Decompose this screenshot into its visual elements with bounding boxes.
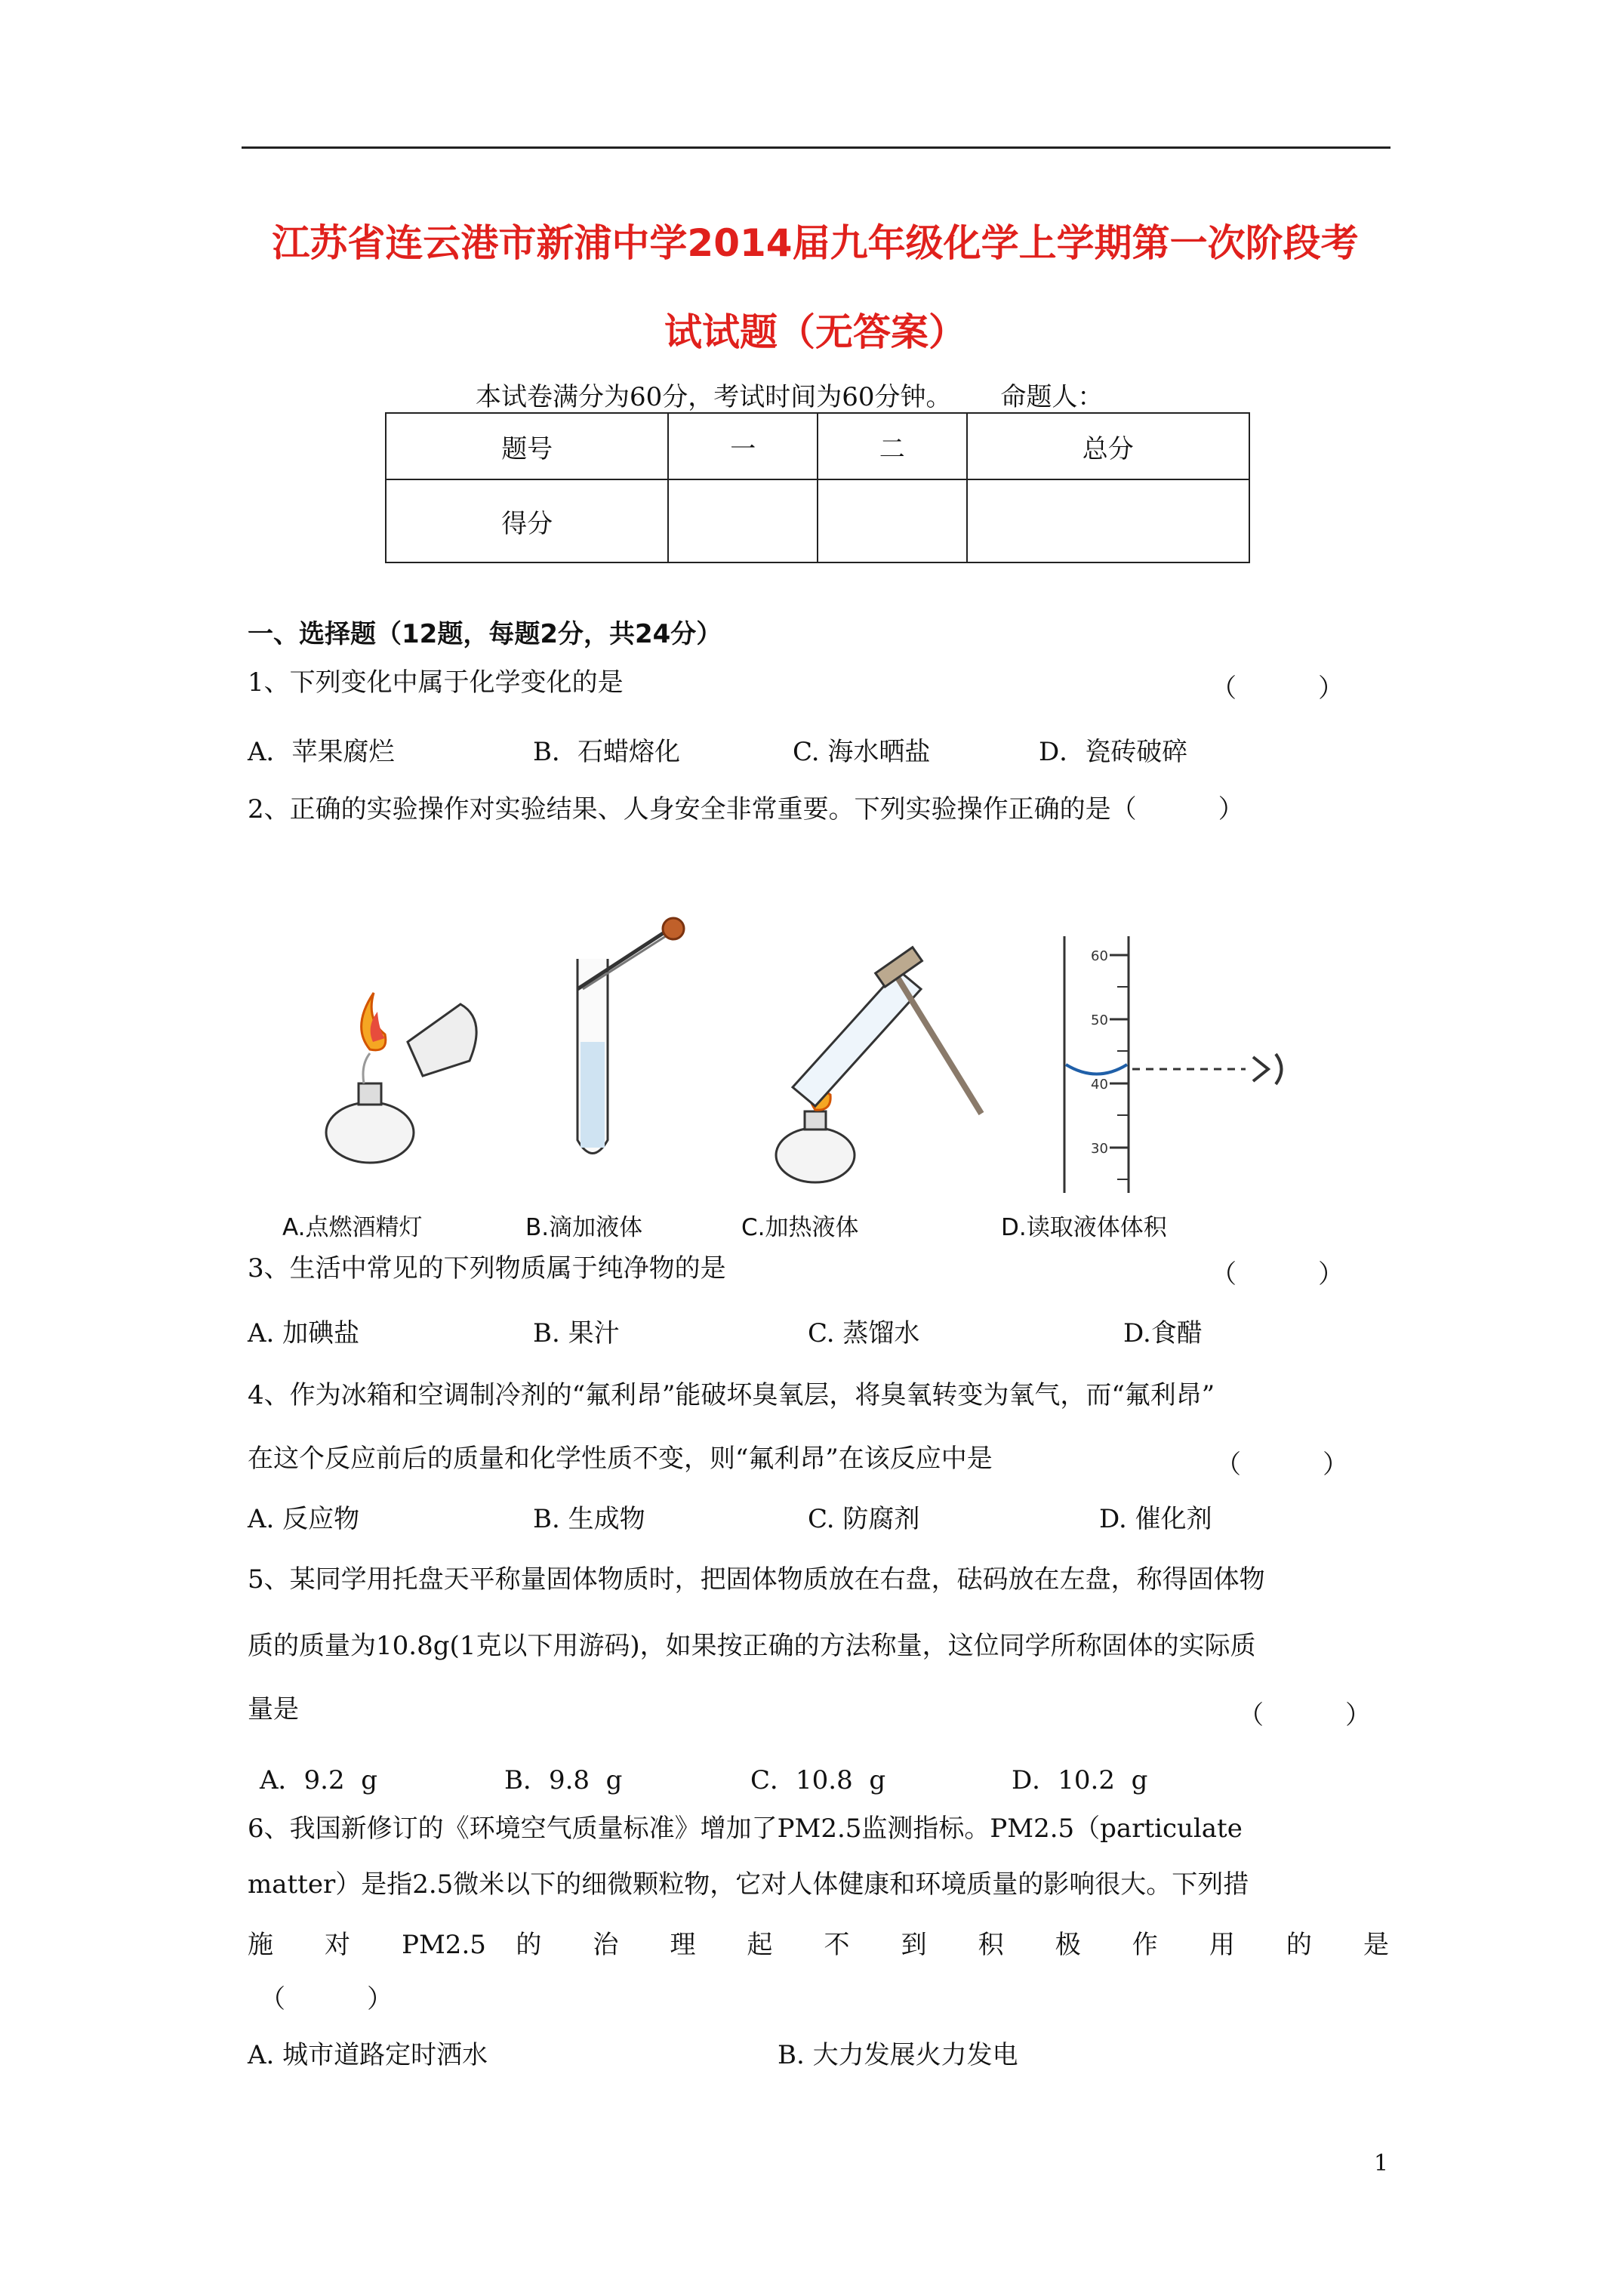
question-4-stem-line2: 在这个反应前后的质量和化学性质不变，则“氟利昂”在该反应中是 [248,1444,993,1474]
question-2-stem: 2、正确的实验操作对实验结果、人身安全非常重要。下列实验操作正确的是（ ） [248,794,1244,824]
question-3-option-c: C. 蒸馏水 [808,1318,920,1348]
scale-tick-label: 30 [1091,1141,1108,1157]
score-header-cell: 一 [668,413,818,479]
question-5-stem-line1: 5、某同学用托盘天平称量固体物质时，把固体物质放在右盘，砝码放在左盘，称得固体物 [248,1564,1265,1595]
scale-tick-label: 50 [1091,1012,1108,1028]
question-6-option-a: A. 城市道路定时洒水 [248,2040,488,2070]
score-table-score-row [386,479,1249,562]
score-cell-empty[interactable] [967,479,1249,562]
section-heading: 一、选择题（12题，每题2分，共24分） [248,619,722,649]
figure-label-c: C.加热液体 [741,1214,859,1241]
question-1-option-c: C. 海水晒盐 [793,737,931,767]
score-header-cell: 二 [818,413,967,479]
question-4-option-a: A. 反应物 [248,1504,360,1534]
question-3-answer-paren[interactable]: （ ） [1211,1259,1344,1290]
exam-title-line2: 试试题（无答案） [664,310,966,354]
figure-label-b: B.滴加液体 [525,1214,643,1241]
question-4-option-b: B. 生成物 [533,1504,645,1534]
question-5-stem-line2: 质的质量为10.8g(1克以下用游码)，如果按正确的方法称量，这位同学所称固体的实际质 [248,1631,1256,1661]
question-4-answer-paren[interactable]: （ ） [1215,1450,1349,1480]
question-1-answer-paren[interactable]: （ ） [1211,673,1344,704]
question-5-answer-paren[interactable]: （ ） [1238,1700,1372,1730]
question-6-answer-paren[interactable]: （ ） [260,1984,393,2014]
heating-liquid-icon [776,948,981,1182]
question-5-option-a: A．9.2 g [260,1765,378,1795]
dropper-test-tube-icon [577,918,684,1154]
question-3-option-d: D.食醋 [1123,1318,1203,1348]
score-header-cell: 总分 [967,413,1249,479]
scale-tick-label: 60 [1091,948,1108,964]
question-6-stem-line2: matter）是指2.5微米以下的细微颗粒物，它对人体健康和环境质量的影响很大。下列措 [248,1869,1249,1900]
question-5-stem-line3: 量是 [248,1694,299,1724]
page-number: 1 [1374,2150,1389,2177]
question-4-stem-line1: 4、作为冰箱和空调制冷剂的“氟利昂”能破坏臭氧层，将臭氧转变为氧气，而“氟利昂” [248,1380,1215,1410]
score-table [385,412,1250,563]
question-3-option-a: A. 加碘盐 [248,1318,360,1348]
question-4-option-d: D. 催化剂 [1099,1504,1212,1534]
alcohol-lamp-lighting-icon [326,993,476,1163]
scale-tick-label: 40 [1091,1077,1108,1093]
question-5-option-d: D．10.2 g [1012,1765,1148,1795]
header-rule [242,146,1390,149]
figure-label-d: D.读取液体体积 [1001,1214,1167,1241]
question-4-option-c: C. 防腐剂 [808,1504,920,1534]
score-header-cell: 题号 [386,413,668,479]
score-cell-empty[interactable] [818,479,967,562]
question-6-stem-line1: 6、我国新修订的《环境空气质量标准》增加了PM2.5监测指标。PM2.5（particulate [248,1814,1243,1844]
score-row-label: 得分 [386,479,668,562]
question-6-stem-line3: 施 对 PM2.5 的 治 理 起 不 到 积 极 作 用 的 是 [248,1930,1389,1960]
question-1-option-d: D．瓷砖破碎 [1039,737,1188,767]
question-1-option-b: B．石蜡熔化 [533,737,680,767]
question-3-stem: 3、生活中常见的下列物质属于纯净物的是 [248,1253,726,1284]
question-1-option-a: A．苹果腐烂 [248,737,395,767]
lab-operations-figure [272,914,1344,1200]
question-3-option-b: B. 果汁 [533,1318,620,1348]
score-table-header-row [386,413,1249,479]
question-5-option-c: C．10.8 g [750,1765,886,1795]
question-6-option-b: B. 大力发展火力发电 [778,2040,1018,2070]
exam-info: 本试卷满分为60分，考试时间为60分钟。 命题人： [476,382,1104,412]
figure-label-a: A.点燃酒精灯 [282,1214,423,1241]
question-5-option-b: B．9.8 g [504,1765,623,1795]
question-1-stem: 1、下列变化中属于化学变化的是 [248,667,624,698]
score-cell-empty[interactable] [668,479,818,562]
exam-title-line1: 江苏省连云港市新浦中学2014届九年级化学上学期第一次阶段考 [272,221,1359,265]
